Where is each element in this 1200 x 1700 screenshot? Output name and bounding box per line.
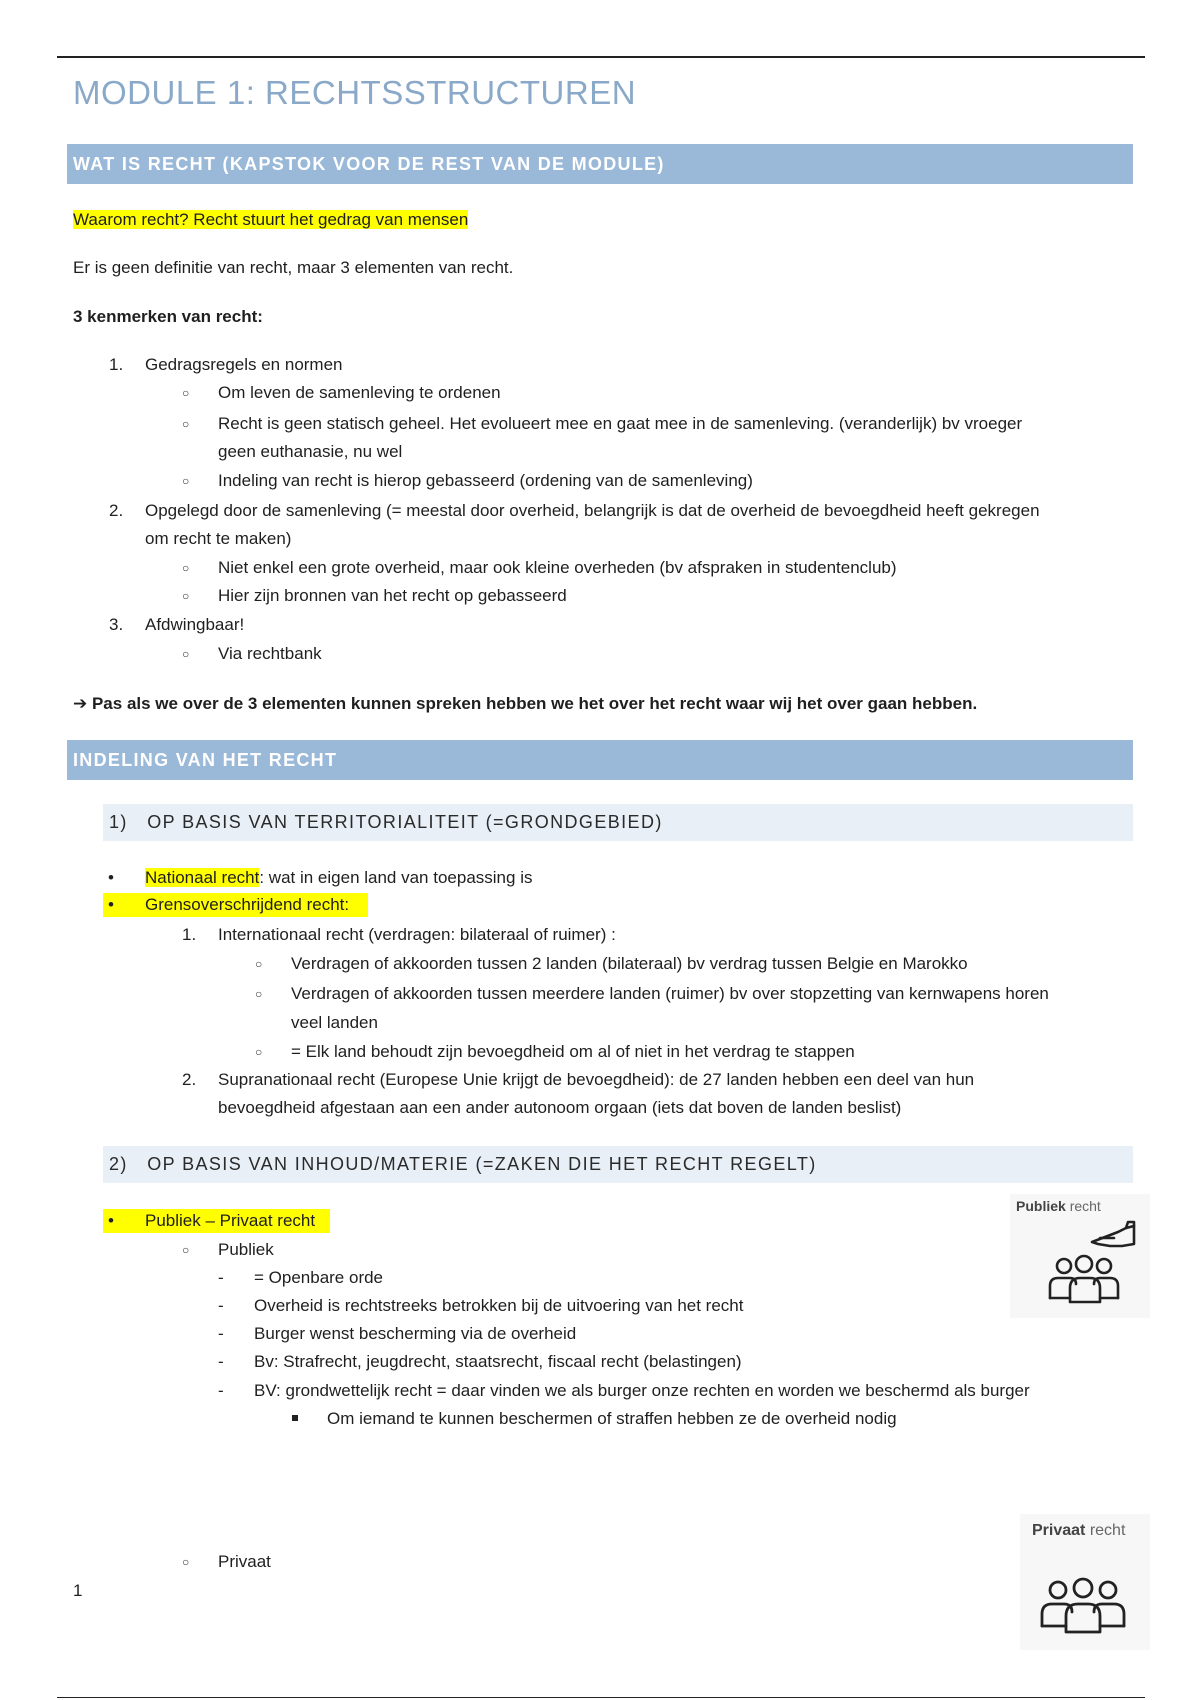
dash-bullet: - xyxy=(218,1352,224,1371)
dash-bullet: - xyxy=(218,1324,224,1343)
hand-over-people-icon xyxy=(1030,1218,1145,1316)
list-subitem: Verdragen of akkoorden tussen 2 landen (bilateraal) bv verdrag tussen Belgie en Marokko xyxy=(291,954,968,973)
circle-bullet: ○ xyxy=(182,417,190,431)
list-subitem: Om leven de samenleving te ordenen xyxy=(218,383,501,402)
circle-bullet: ○ xyxy=(255,1045,263,1059)
circle-bullet: ○ xyxy=(182,1243,190,1257)
list-number-3: 3. xyxy=(109,615,124,634)
page-title: MODULE 1: RECHTSSTRUCTUREN xyxy=(73,74,637,111)
subheading-kenmerken: 3 kenmerken van recht: xyxy=(73,307,263,326)
privaat-recht-icon-card xyxy=(1020,1514,1150,1650)
section-heading-indeling: INDELING VAN HET RECHT xyxy=(67,740,1133,780)
disc-bullet: • xyxy=(108,868,114,887)
circle-bullet: ○ xyxy=(182,589,190,603)
subsection-heading-inhoud: 2) OP BASIS VAN INHOUD/MATERIE (=ZAKEN DIE HET RECHT REGELT) xyxy=(103,1146,1133,1183)
list-item-1: Gedragsregels en normen xyxy=(145,355,343,374)
publiek-recht-label: Publiek recht xyxy=(1016,1198,1101,1214)
dash-item: Bv: Strafrecht, jeugdrecht, staatsrecht, fiscaal recht (belastingen) xyxy=(254,1352,742,1371)
circle-bullet: ○ xyxy=(182,1555,190,1569)
supranationaal-recht-cont: bevoegdheid afgestaan aan een ander autonoom orgaan (iets dat boven de landen beslist) xyxy=(218,1098,902,1117)
privaat-label: Privaat xyxy=(218,1552,271,1571)
list-number-1: 1. xyxy=(182,925,197,944)
list-subitem: Via rechtbank xyxy=(218,644,322,663)
bottom-rule xyxy=(57,1697,1145,1698)
page-number: 1 xyxy=(73,1581,83,1600)
list-subitem-cont: geen euthanasie, nu wel xyxy=(218,442,403,461)
list-number-2: 2. xyxy=(109,501,124,520)
circle-bullet: ○ xyxy=(182,561,190,575)
circle-bullet: ○ xyxy=(182,474,190,488)
subsection-heading-territorialiteit: 1) OP BASIS VAN TERRITORIALITEIT (=GRONDGEBIED) xyxy=(103,804,1133,841)
dash-item: BV: grondwettelijk recht = daar vinden we als burger onze rechten en worden we beschermd als burger xyxy=(254,1381,1030,1400)
publiek-privaat-recht: Publiek – Privaat recht xyxy=(145,1211,316,1230)
circle-bullet: ○ xyxy=(255,987,263,1001)
internationaal-recht: Internationaal recht (verdragen: bilateraal of ruimer) : xyxy=(218,925,616,944)
people-group-icon xyxy=(1036,1574,1136,1650)
circle-bullet: ○ xyxy=(255,957,263,971)
dash-bullet: - xyxy=(218,1268,224,1287)
section-heading-wat-is-recht: WAT IS RECHT (KAPSTOK VOOR DE REST VAN DE MODULE) xyxy=(67,144,1133,184)
list-subitem: Verdragen of akkoorden tussen meerdere landen (ruimer) bv over stopzetting van kernwapens horen xyxy=(291,984,1049,1003)
list-subitem: Recht is geen statisch geheel. Het evolueert mee en gaat mee in de samenleving. (veranderlijk) bv vroeger xyxy=(218,414,1023,433)
list-subitem: Indeling van recht is hierop gebasseerd (ordening van de samenleving) xyxy=(218,471,753,490)
list-item-2-cont: om recht te maken) xyxy=(145,529,292,548)
conclusion-text: ➔ Pas als we over de 3 elementen kunnen spreken hebben we het over het recht waar wij het over gaan hebben. xyxy=(73,694,978,713)
top-rule xyxy=(57,56,1145,58)
list-number-1: 1. xyxy=(109,355,124,374)
list-subitem-cont: veel landen xyxy=(291,1013,378,1032)
privaat-recht-label: Privaat recht xyxy=(1032,1522,1126,1539)
nationaal-recht-line: Nationaal recht: wat in eigen land van toepassing is xyxy=(145,868,533,887)
dash-bullet: - xyxy=(218,1296,224,1315)
circle-bullet: ○ xyxy=(182,386,190,400)
square-bullet xyxy=(292,1415,298,1421)
list-item-2: Opgelegd door de samenleving (= meestal door overheid, belangrijk is dat de overheid de bevoegdheid heeft gekregen xyxy=(145,501,1040,520)
square-item: Om iemand te kunnen beschermen of straffen hebben ze de overheid nodig xyxy=(327,1409,897,1428)
disc-bullet: • xyxy=(108,895,114,914)
list-subitem: = Elk land behoudt zijn bevoegdheid om al of niet in het verdrag te stappen xyxy=(291,1042,855,1061)
publiek-recht-icon-card xyxy=(1010,1194,1150,1318)
supranationaal-recht: Supranationaal recht (Europese Unie krijgt de bevoegdheid): de 27 landen hebben een deel van hun xyxy=(218,1070,975,1089)
list-subitem: Niet enkel een grote overheid, maar ook kleine overheden (bv afspraken in studentenclub) xyxy=(218,558,897,577)
highlight-waarom-recht: Waarom recht? Recht stuurt het gedrag van mensen xyxy=(73,210,469,229)
list-number-2: 2. xyxy=(182,1070,197,1089)
dash-item: Overheid is rechtstreeks betrokken bij de uitvoering van het recht xyxy=(254,1296,744,1315)
intro-text: Er is geen definitie van recht, maar 3 elementen van recht. xyxy=(73,258,514,277)
circle-bullet: ○ xyxy=(182,647,190,661)
dash-item: = Openbare orde xyxy=(254,1268,384,1287)
dash-bullet: - xyxy=(218,1381,224,1400)
list-subitem: Hier zijn bronnen van het recht op gebasseerd xyxy=(218,586,567,605)
grensoverschrijdend-recht: Grensoverschrijdend recht: xyxy=(145,895,350,914)
list-item-3: Afdwingbaar! xyxy=(145,615,245,634)
publiek-label: Publiek xyxy=(218,1240,274,1259)
dash-item: Burger wenst bescherming via de overheid xyxy=(254,1324,577,1343)
disc-bullet: • xyxy=(108,1211,114,1230)
